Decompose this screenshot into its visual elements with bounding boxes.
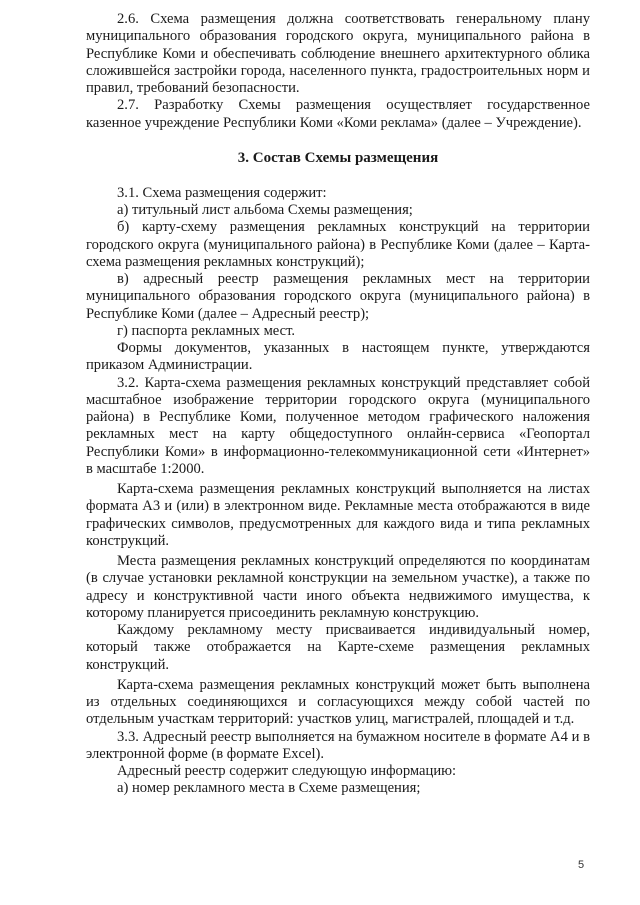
page-number: 5 [578,859,585,871]
list-item-v: в) адресный реестр размещения рекламных мест на территории муниципального образования городского округа (муниципального района) в Республике Коми (далее – Адресный реестр); [86,271,590,322]
paragraph-placement: Места размещения рекламных конструкций определяются по координатам (в случае установки рекламной конструкции на земельном участке), а также по адресу и конструктивной части иного объекта недвижимого имущества, к которому планируется присоединить рекламную конструкцию. [86,553,590,621]
list-item-b: б) карту-схему размещения рекламных конструкций на территории городского округа (муниципального района) в Республике Коми (далее – Карта-схема размещения рекламных конструкций); [86,219,590,270]
paragraph-map-format: Карта-схема размещения рекламных конструкций выполняется на листах формата А3 и (или) в электронном виде. Рекламные места отображаются в виде графических символов, предусмотренных для каждого вида и типа рекламных конструкций. [86,481,590,549]
list-item-registry-a: а) номер рекламного места в Схеме размещения; [117,780,421,797]
list-item-g: г) паспорта рекламных мест. [117,322,296,339]
paragraph-2-6: 2.6. Схема размещения должна соответствовать генеральному плану муниципального образования городского округа, муниципального района в Республике Коми и обеспечивать соблюдение внешнего архитектурного облика сложившейся застройки города, населенного пункта, градостроительных норм и правил, требований безопасности. [86,11,590,96]
paragraph-3-2: 3.2. Карта-схема размещения рекламных конструкций представляет собой масштабное изображение территории городского округа (муниципального района) в Республике Коми, полученное методом графического наложения рекламных мест на карту общедоступного онлайн-сервиса «Геопортал Республики Коми» в информационно-телекоммуникационной сети «Интернет» в масштабе 1:2000. [86,374,590,477]
paragraph-2-7: 2.7. Разработку Схемы размещения осуществляет государственное казенное учреждение Республики Коми «Коми реклама» (далее – Учреждение). [86,97,590,131]
section-title: 3. Состав Схемы размещения [237,149,439,166]
list-item-a: а) титульный лист альбома Схемы размещения; [117,202,413,218]
paragraph-map-parts: Карта-схема размещения рекламных конструкций может быть выполнена из отдельных соединяющихся и согласующихся между собой частей по отдельным участкам территорий: участков улиц, магистралей, площадей и т.д. [86,676,590,728]
paragraph-3-1: 3.1. Схема размещения содержит: [117,184,327,201]
paragraph-registry-info: Адресный реестр содержит следующую информацию: [117,763,457,779]
paragraph-forms: Формы документов, указанных в настоящем пункте, утверждаются приказом Администрации. [86,340,590,374]
paragraph-3-3: 3.3. Адресный реестр выполняется на бумажном носителе в формате А4 и в электронной форме (в формате Excel). [86,728,590,762]
document-body [86,11,590,798]
paragraph-numbering: Каждому рекламному месту присваивается индивидуальный номер, который также отображается на Карте-схеме размещения рекламных конструкций. [86,622,590,673]
